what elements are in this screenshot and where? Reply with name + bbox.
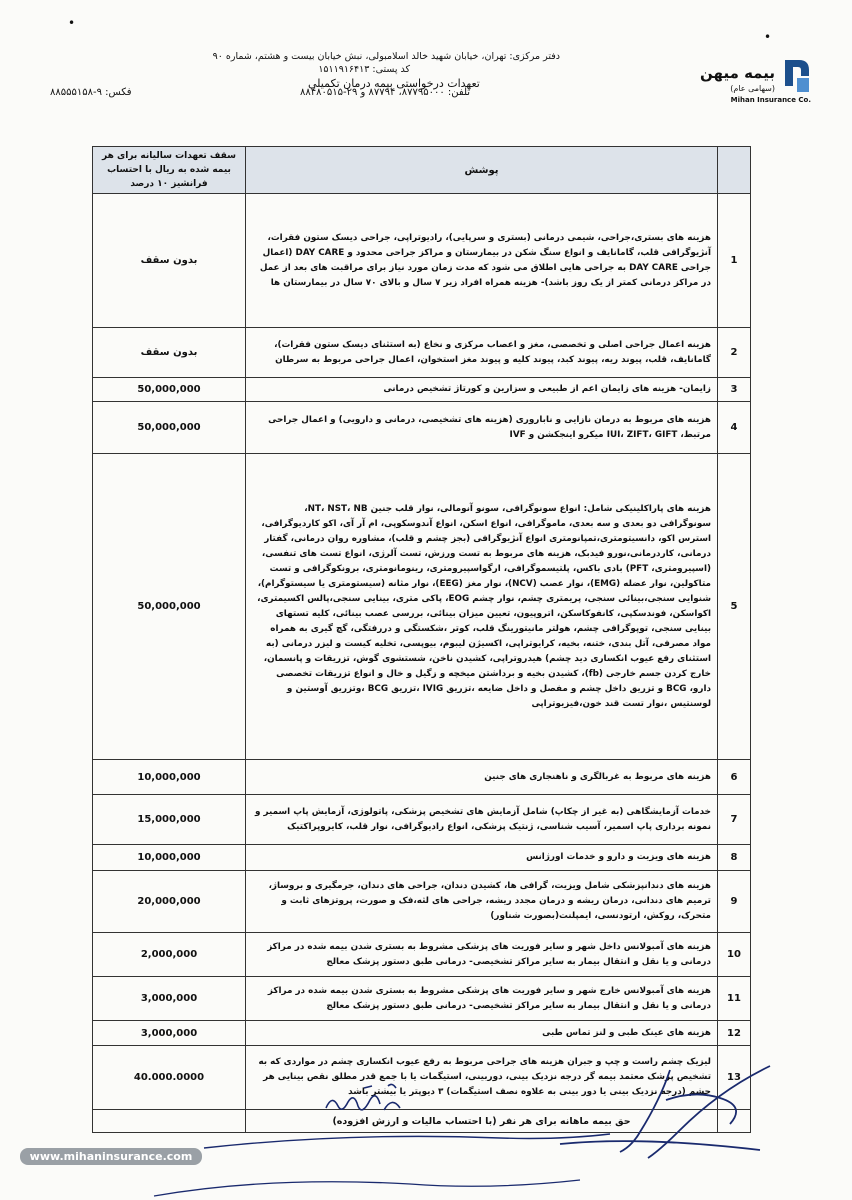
table-row [93,378,751,402]
coverage-description: هزینه اعمال جراحی اصلی و تخصصی، مغز و اعصاب مرکزی و نخاع (به استثنای دیسک ستون فقرات)، گامانایف، قلب، پیوند ریه، پیوند کبد، پیوند کلیه و پیوند مغز استخوان، اعمال جراحی مربوط به سرطان [246,328,718,378]
coverage-description: هزینه های ویزیت و دارو و خدمات اورژانس [246,845,718,871]
row-number: 4 [718,402,751,454]
table-row [93,402,751,454]
corner-mark-top-right: • [764,30,772,44]
annual-cap-value: 50,000,000 [93,402,246,454]
monthly-premium-label: حق بیمه ماهانه برای هر نفر (با احتساب مالیات و ارزش افزوده) [246,1110,718,1133]
row-number: 1 [718,194,751,328]
row-number: 6 [718,760,751,795]
office-address: دفتر مرکزی: تهران، خیابان شهید خالد اسلامبولی، نبش خیابان بیست و هشتم، شماره ۹۰ [212,51,560,62]
annual-cap-value: بدون سقف [93,194,246,328]
row-number: 10 [718,933,751,977]
annual-cap-value: 10,000,000 [93,760,246,795]
postal-code: کد پستی: ۱۵۱۱۹۱۶۴۱۳ [318,64,410,75]
annual-cap-value: 3,000,000 [93,977,246,1021]
table-row [93,795,751,845]
coverage-description: هزینه های دندانپزشکی شامل ویزیت، گرافی ها، کشیدن دندان، جراحی های دندان، جرمگیری و بروساژ، ترمیم های دندانی، درمان ریشه و درمان مجدد ریشه، جراحی های لثه،فک و صورت، پروتزهای ثابت و متحرک، روکش، ارتودنسی، ایمپلنت(بصورت شناور) [246,871,718,933]
coverage-description: هزینه های بستری،جراحی، شیمی درمانی (بستری و سرپایی)، رادیوتراپی، جراحی دیسک ستون فقرات، آنژیوگرافی قلب، گامانایف و انواع سنگ شکن در بیمارستان و مراکز جراحی محدود و DAY CARE (اعمال جراحی DAY CARE به جراحی هایی اطلاق می شود که مدت زمان مورد نیاز برای مراقبت های بعد از عمل در مراکز درمانی کمتر از یک روز باشد)- هزینه همراه افراد زیر ۷ سال و بالای ۷۰ سال در بیمارستان ها [246,194,718,328]
table-row [93,871,751,933]
document-title: تعهدات درخواستی بیمه درمان تکمیلی [308,77,480,90]
table-row [93,454,751,760]
row-number: 3 [718,378,751,402]
row-number: 7 [718,795,751,845]
coverage-description: هزینه های آمبولانس داخل شهر و سایر فوریت های پزشکی مشروط به بستری شدن بیمه شده در مراکز درمانی و یا نقل و انتقال بیمار به سایر مراکز تشخیصی- درمانی طبق دستور پزشک معالج [246,933,718,977]
office-address-block [40,50,560,76]
logo-name: بیمه میهن [700,64,775,82]
coverage-description: هزینه های عینک طبی و لنز تماس طبی [246,1021,718,1046]
annual-cap-value: 20,000,000 [93,871,246,933]
table-header-row [93,147,751,194]
coverage-description: هزینه های آمبولانس خارج شهر و سایر فوریت های پزشکی مشروط به بستری شدن بیمه شده در مراکز درمانی و یا نقل و انتقال بیمار به سایر مراکز تشخیصی- درمانی طبق دستور پزشک معالج [246,977,718,1021]
row-number: 13 [718,1046,751,1110]
company-website: www.mihaninsurance.com [20,1148,202,1165]
coverage-description: لیزیک چشم راست و چپ و جبران هزینه های جراحی مربوط به رفع عیوب انکساری چشم در مواردی که به تشخیص پزشک معتمد بیمه گر درجه نزدیک بینی، دوربینی، استیگمات یا با جمع قدر مطلق نقص بینایی هر چشم (درجه نزدیک بینی یا دور بینی به علاوه نصف استیگمات) ۳ دیوپتر یا بیشتر باشد [246,1046,718,1110]
coverage-description: زایمان- هزینه های زایمان اعم از طبیعی و سزارین و کورتاژ تشخیص درمانی [246,378,718,402]
table-row [93,977,751,1021]
annual-cap-value: 3,000,000 [93,1021,246,1046]
coverage-description: خدمات آزمایشگاهی (به غیر از چکاپ) شامل آزمایش های تشخیص پزشکی، پاتولوژی، آزمایش پاپ اسمیر و نمونه برداری پاپ اسمیر، آسیب شناسی، ژنتیک پزشکی، انواع رادیوگرافی، نوار قلب، کایروپراکتیک [246,795,718,845]
annual-cap-value: 10,000,000 [93,845,246,871]
table-row [93,845,751,871]
table-row [93,1021,751,1046]
row-number: 9 [718,871,751,933]
phone-numbers: تلفن: ۸۷۷۹۵۰۰۰، ۸۷۷۹۴ و ۲۹-۸۸۴۸۰۵۱۵ [300,87,471,98]
logo-english-name: Mihan Insurance Co. [730,96,811,104]
logo-subtitle: (سهامی عام) [730,84,775,93]
annual-cap-value: 2,000,000 [93,933,246,977]
header-coverage: پوشش [246,147,718,194]
company-logo [695,56,815,106]
coverage-table [92,146,751,1133]
table-row [93,194,751,328]
logo-mark-icon [779,56,815,96]
corner-mark-top-left: • [68,16,76,30]
row-number: 8 [718,845,751,871]
annual-cap-value: 40.000.0000 [93,1046,246,1110]
annual-cap-value: بدون سقف [93,328,246,378]
row-number: 5 [718,454,751,760]
annual-cap-value: 50,000,000 [93,454,246,760]
stamp-line [200,1128,620,1158]
row-number: 2 [718,328,751,378]
signature-left [318,1080,438,1125]
coverage-description: هزینه های مربوط به غربالگری و ناهنجاری های جنین [246,760,718,795]
coverage-description: هزینه های پاراکلینیکی شامل: انواع سونوگرافی، سونو آنومالی، نوار قلب جنین NT، NST، NB، سونوگرافی دو بعدی و سه بعدی، ماموگرافی، انواع اسکن، انواع آندوسکوپی، ام آر آی، اکو کاردیوگرافی، استرس اکو، دانسیتومتری،تمپانومتری انواع آنژیوگرافی (بجز چشم و قلب)، مشاوره روان درمانی، گفتار درمانی، کاردرمانی،نورو فیدبک، هزینه های مربوط به تست ورزش، تست آلرژی، انواع تست های تنفسی، (اسپیرومتری، PFT) بادی باکس، پلتیسموگرافی، ارگواسپیرومتری، رینومانومتری، برونکوگرافی و تست متاکولین، نوار عضله (EMG)، نوار عصب (NCV)، نوار مغز (EEG)، نوار مثانه (سیستومتری یا سیستوگرام)، شنوایی سنجی،بینائی سنجی، پریمتری چشم، نوار چشم EOG، پاکی متری، بینایی سنجی،پالس اکسیمتری، اکواسکن، فوندسکپی، کانفوکاسکن، اتروپیون، تعیین میزان بینائی، بررسی عصب بینائی، کلیه تستهای بینایی سنجی، توپوگرافی چشم، هولتر مانیتورینگ قلب، کوتر ،شکستگی و دررفتگی، گچ گیری به همراه مواد مصرفی، آتل بندی، ختنه، بخیه، کرایوتراپی، اکسیژن لیبوم، بیوپسی، تخلیه کیست و لیزر درمانی (به استثنای رفع عیوب انکساری دید چشم) هیدروتراپی، کشیدن ناخن، شستشوی گوش، تزریقات و پانسمان، خارج کردن جسم خارجی (fb)، کشیدن بخیه و برداشتن میخچه و زگیل و خال و انواع تزریقات تخصصی دارو، BCG و تزریق داخل چشم و مفصل و داخل ضایعه ،تزریق IVIG ،تزریق BCG ،وتزریق آوستین و لوسنتیس ،نوار تست قند خون،فیزیوتراپی [246,454,718,760]
table-row [93,328,751,378]
annual-cap-value: 15,000,000 [93,795,246,845]
header-annual-cap: سقف تعهدات سالیانه برای هر بیمه شده به ریال با احتساب فرانشیز ۱۰ درصد [93,147,246,194]
table-row [93,760,751,795]
letterhead [40,50,815,110]
row-number: 11 [718,977,751,1021]
bottom-pen-mark [150,1176,590,1200]
fax-number: فکس: ۹-۸۸۵۵۵۱۵۸ [50,87,132,98]
table-body [93,194,751,1133]
coverage-description: هزینه های مربوط به درمان نازایی و ناباروری (هزینه های تشخیصی، درمانی و دارویی) و اعمال جراحی مرتبط، IUI، ZIFT، GIFT میکرو اینجکشن و IVF [246,402,718,454]
row-number: 12 [718,1021,751,1046]
annual-cap-value: 50,000,000 [93,378,246,402]
table-row [93,933,751,977]
header-number [718,147,751,194]
